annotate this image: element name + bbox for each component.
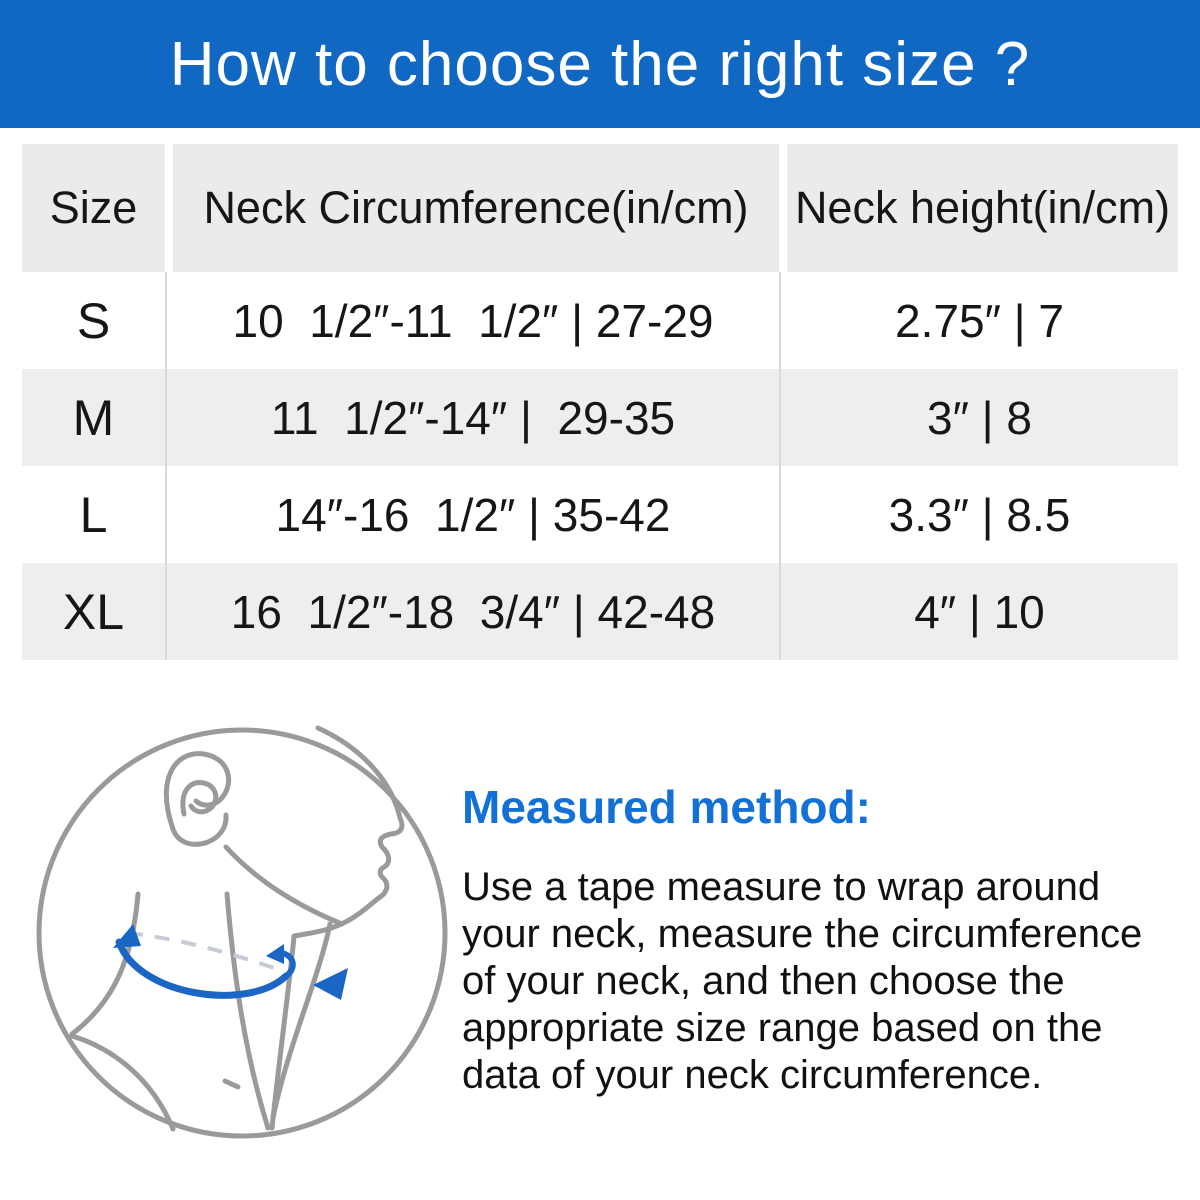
- height-value: 4″ | 10: [779, 563, 1178, 660]
- tape-arrowhead-right-icon: [266, 944, 284, 964]
- measured-method-heading: Measured method:: [462, 781, 871, 833]
- size-label: M: [22, 369, 165, 466]
- size-label: L: [79, 486, 108, 543]
- method-text-line: data of your neck circumference.: [462, 1053, 1043, 1097]
- table-header-row: [22, 144, 1178, 272]
- tape-arrowhead-left-icon: [113, 924, 141, 948]
- column-header-size: Size: [22, 144, 165, 272]
- method-text-line: of your neck, and then choose the: [462, 959, 1065, 1003]
- height-value: 3″ | 8: [779, 369, 1178, 466]
- size-label: S: [76, 292, 111, 349]
- table-row-s: [22, 272, 1178, 369]
- circle-frame: [39, 730, 445, 1136]
- tape-dashed-line: [128, 933, 274, 968]
- column-header-circumference: Neck Circumference(in/cm): [165, 144, 779, 272]
- method-text-line: appropriate size range based on the: [462, 1006, 1103, 1050]
- size-chart-table: [22, 144, 1178, 660]
- size-label: XL: [22, 563, 165, 660]
- circumference-value: 11 1/2″-14″ | 29-35: [165, 369, 779, 466]
- height-value: 3.3″ | 8.5: [779, 466, 1178, 563]
- measured-method-section: [462, 780, 1178, 1099]
- measured-method-text: [462, 864, 1178, 1099]
- title-banner: [0, 0, 1200, 128]
- table-row-m: [22, 369, 1178, 466]
- method-text-line: your neck, measure the circumference: [462, 912, 1143, 956]
- tape-solid-arc: [119, 942, 286, 995]
- page-title: How to choose the right size ?: [169, 29, 1031, 99]
- table-row-l: [22, 466, 1178, 563]
- circumference-value: 16 1/2″-18 3/4″ | 42-48: [165, 563, 779, 660]
- neck-measurement-illustration: [20, 716, 465, 1180]
- circumference-value: 14″-16 1/2″ | 35-42: [165, 466, 779, 563]
- table-row-xl: [22, 563, 1178, 660]
- person-profile-icon: [72, 728, 402, 1129]
- circumference-value: 10 1/2″-11 1/2″ | 27-29: [165, 272, 779, 369]
- method-text-line: Use a tape measure to wrap around: [462, 865, 1101, 909]
- column-header-height: Neck height(in/cm): [779, 144, 1178, 272]
- height-value: 2.75″ | 7: [779, 272, 1178, 369]
